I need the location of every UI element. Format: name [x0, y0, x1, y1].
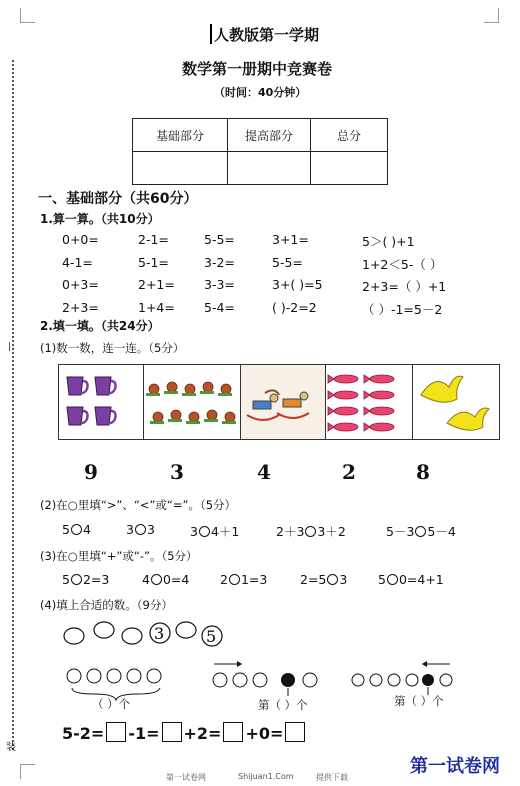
operand-left: 4 — [142, 572, 150, 587]
equation-part: 5-2= — [62, 724, 105, 743]
blank-circle[interactable] — [415, 526, 426, 537]
count-number: 9 — [84, 460, 98, 484]
operand-right: 0=4+1 — [398, 572, 444, 587]
score-header: 基础部分 — [133, 119, 228, 152]
arithmetic-item[interactable]: 3+( )=5 — [272, 277, 323, 292]
arithmetic-item[interactable]: 0+0= — [62, 232, 99, 247]
compare-left: 3 — [190, 524, 198, 539]
position-label: 第（ ）个 — [258, 698, 308, 712]
blank-circle[interactable] — [71, 574, 82, 585]
arithmetic-item[interactable]: 1+2＜5-（ ） — [362, 256, 443, 272]
subquestion-title: (4)填上合适的数。（9分） — [40, 598, 173, 612]
subquestion-title: (1)数一数，连一连。（5分） — [40, 341, 185, 355]
arithmetic-item[interactable]: 5＞( )+1 — [362, 234, 415, 249]
operator-item[interactable] — [300, 572, 347, 587]
subquestion-title: (3)在○里填“+”或“-”。（5分） — [40, 549, 198, 563]
arithmetic-item[interactable]: 0+3= — [62, 277, 99, 292]
page-title: 数学第一册期中竞赛卷 — [182, 60, 333, 78]
compare-right: 4 — [82, 522, 91, 537]
blank-circle[interactable] — [229, 574, 240, 585]
edition-label: 人教版第一学期 — [214, 24, 319, 45]
number-chain — [60, 616, 230, 650]
arithmetic-item[interactable]: 4-1= — [62, 254, 93, 270]
operand-right: 0=4 — [162, 572, 190, 587]
position-label: 第（ ）个 — [394, 694, 444, 708]
arithmetic-item[interactable]: 1+4= — [138, 299, 175, 315]
birds-icon — [413, 365, 499, 439]
footer-right: 提供下载 — [316, 773, 348, 782]
blank-circle[interactable] — [135, 524, 146, 535]
side-mark: 装 — [6, 742, 16, 753]
operator-item[interactable] — [62, 572, 109, 587]
group-label: （ ）个 — [92, 697, 131, 711]
blank-circle[interactable] — [71, 524, 82, 535]
question-title: 1.算一算。（共10分） — [40, 212, 160, 226]
picture-box — [58, 364, 500, 440]
blank-circle[interactable] — [327, 574, 338, 585]
answer-box[interactable] — [162, 722, 182, 742]
section-title: 一、基础部分（共60分） — [38, 191, 198, 207]
arithmetic-item[interactable]: 5-1= — [138, 254, 169, 270]
cups-icon — [59, 365, 135, 439]
snails-cell — [144, 365, 241, 439]
compare-right: 3 — [146, 522, 155, 537]
chain-number: 5 — [206, 627, 217, 646]
compare-left: 5 — [62, 522, 70, 537]
arithmetic-item[interactable]: 5-5= — [204, 232, 235, 247]
binding-line — [12, 60, 14, 750]
arithmetic-item[interactable]: 2+1= — [138, 277, 175, 292]
corner-mark — [20, 764, 35, 779]
arithmetic-item[interactable]: ( )-2=2 — [272, 299, 317, 315]
operand-right: 2=3 — [82, 572, 110, 587]
answer-box[interactable] — [106, 722, 126, 742]
score-cell[interactable] — [133, 152, 228, 185]
equation-part: -1= — [128, 724, 160, 743]
compare-right: 3＋2 — [317, 524, 346, 539]
arithmetic-item[interactable]: （ ）-1=5－2 — [362, 301, 443, 317]
score-cell[interactable] — [311, 152, 388, 185]
compare-left: 2＋3 — [276, 524, 305, 539]
footer-left: 第一试卷网 — [166, 773, 206, 782]
compare-left: 5－3 — [386, 524, 415, 539]
snails-icon — [144, 365, 240, 439]
arithmetic-item[interactable]: 2+3= — [62, 299, 99, 315]
compare-right: 5－4 — [427, 524, 456, 539]
operand-left: 2=5 — [300, 572, 327, 587]
score-table — [132, 118, 388, 185]
time-limit: （时间：40分钟） — [214, 86, 307, 99]
birds-cell — [413, 365, 499, 439]
compare-item[interactable] — [126, 522, 155, 537]
operand-right: 1=3 — [240, 572, 268, 587]
operand-left: 2 — [220, 572, 228, 587]
position-row-left — [206, 658, 326, 698]
count-number: 4 — [257, 460, 271, 484]
compare-left: 3 — [126, 522, 134, 537]
blank-circle[interactable] — [305, 526, 316, 537]
position-row-right — [348, 658, 468, 698]
arithmetic-item[interactable]: 3+1= — [272, 232, 309, 247]
operand-left: 5 — [378, 572, 386, 587]
score-cell[interactable] — [228, 152, 311, 185]
corner-mark — [20, 8, 35, 23]
arithmetic-item[interactable]: 5-5= — [272, 254, 303, 270]
corner-mark — [484, 8, 499, 23]
count-number: 2 — [342, 460, 356, 484]
question-title: 2.填一填。（共24分） — [40, 319, 160, 333]
arithmetic-item[interactable]: 2-1= — [138, 232, 169, 247]
compare-right: 4＋1 — [210, 524, 240, 539]
blank-circle[interactable] — [151, 574, 162, 585]
count-number: 3 — [170, 460, 184, 484]
arithmetic-item[interactable]: 3-3= — [204, 277, 235, 292]
equation-part: +2= — [183, 724, 222, 743]
blank-circle[interactable] — [199, 526, 210, 537]
operator-item[interactable] — [220, 572, 267, 587]
fish-icon — [326, 365, 412, 439]
answer-box[interactable] — [223, 722, 243, 742]
blank-circle[interactable] — [387, 574, 398, 585]
count-number: 8 — [416, 460, 430, 484]
brand-logo: 第一试卷网 — [410, 756, 500, 777]
compare-item[interactable] — [276, 522, 346, 540]
cups-cell — [59, 365, 144, 439]
operand-right: 3 — [339, 572, 348, 587]
answer-box[interactable] — [285, 722, 305, 742]
score-header: 提高部分 — [228, 119, 311, 152]
side-tick: | — [8, 342, 12, 352]
arithmetic-item[interactable]: 5-4= — [204, 299, 235, 315]
fish-cell — [326, 365, 413, 439]
compare-item[interactable] — [190, 522, 239, 540]
footer-middle: Shijuan1.Com — [238, 772, 294, 781]
compare-item[interactable] — [62, 522, 91, 537]
arithmetic-item[interactable]: 2+3=（ ）+1 — [362, 279, 447, 294]
rocking-horses-icon — [241, 365, 317, 439]
score-header: 总分 — [311, 119, 388, 152]
arithmetic-item[interactable]: 3-2= — [204, 254, 235, 270]
subquestion-title: (2)在○里填“>”、“<”或“=”。（5分） — [40, 498, 237, 512]
chain-equation — [62, 722, 307, 743]
chain-number: 3 — [154, 624, 165, 643]
operand-left: 5 — [62, 572, 70, 587]
compare-item[interactable] — [386, 522, 456, 540]
equation-part: +0= — [245, 724, 284, 743]
operator-item[interactable] — [142, 572, 189, 587]
operator-item[interactable] — [378, 572, 444, 587]
horses-cell — [241, 365, 326, 439]
